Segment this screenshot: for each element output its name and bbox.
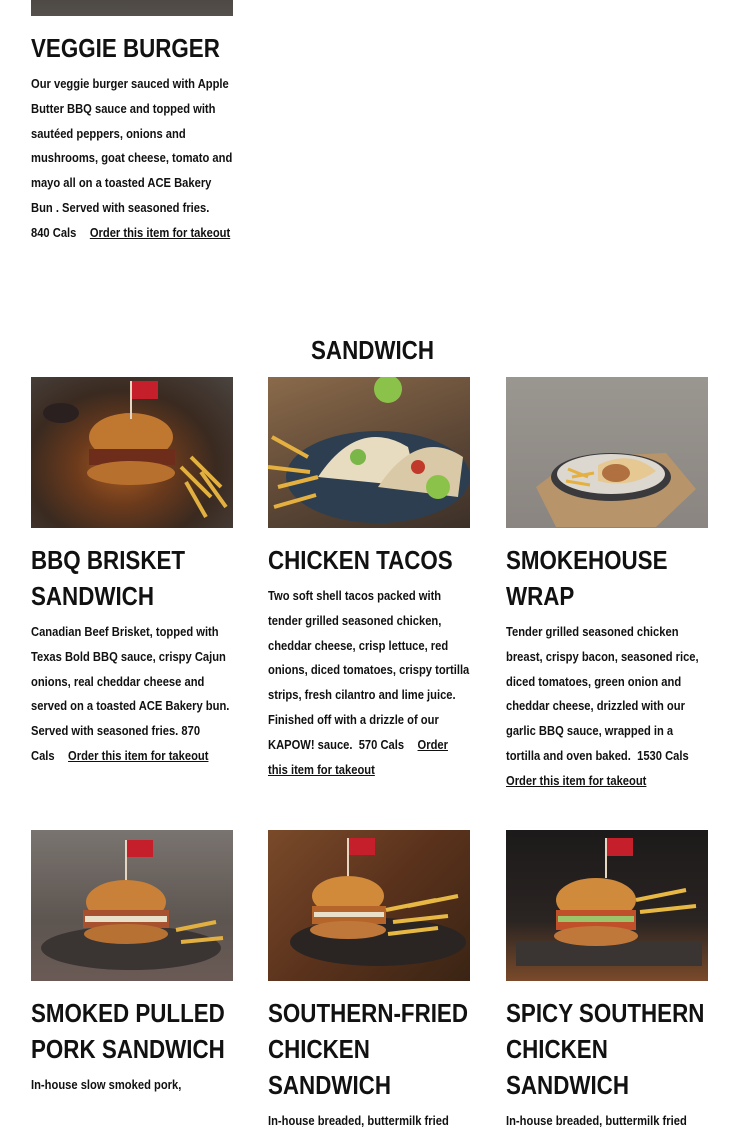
menu-item-smokehouse-wrap xyxy=(506,377,708,794)
item-title: BBQ BRISKET SANDWICH xyxy=(31,545,186,611)
spicy-southern-chicken-image[interactable] xyxy=(506,830,708,981)
chicken-tacos-illustration xyxy=(268,377,470,528)
smokehouse-wrap-illustration xyxy=(506,377,708,528)
description-text: In-house breaded, buttermilk fried xyxy=(268,1113,449,1128)
pulled-pork-illustration xyxy=(31,830,233,981)
order-takeout-link[interactable]: Order this item for takeout xyxy=(68,747,209,763)
calories: 1530 Cals xyxy=(637,747,689,763)
smokehouse-wrap-image[interactable] xyxy=(506,377,708,528)
calories: 870 Cals xyxy=(31,723,201,763)
menu-item-southern-fried-chicken xyxy=(268,830,470,1134)
menu-item-smoked-pulled-pork xyxy=(31,830,233,1098)
section-title: SANDWICH xyxy=(311,335,434,365)
menu-item-bbq-brisket xyxy=(31,377,233,769)
southern-fried-chicken-illustration xyxy=(268,830,470,981)
item-description xyxy=(268,1109,470,1134)
description-text: Our veggie burger sauced with Apple Butter BBQ sauce and topped with sautéed peppers, onions and mushrooms, goat cheese, tomato and mayo all on a toasted ACE Bakery Bun . Served with seasoned fries. xyxy=(31,76,233,215)
item-description xyxy=(506,620,708,794)
description-text: Canadian Beef Brisket, topped with Texas Bold BBQ sauce, crispy Cajun onions, real cheddar cheese and served on a toasted ACE Bakery bun. Served with seasoned fries. xyxy=(31,624,230,739)
description-text: In-house slow smoked pork, xyxy=(31,1077,182,1092)
order-takeout-link[interactable]: Order this item for takeout xyxy=(89,224,231,240)
menu-item-chicken-tacos xyxy=(268,377,470,782)
bbq-brisket-image[interactable] xyxy=(31,377,233,528)
southern-fried-chicken-image[interactable] xyxy=(268,830,470,981)
order-takeout-link[interactable]: Order this item for takeout xyxy=(506,772,647,788)
chicken-tacos-image[interactable] xyxy=(268,377,470,528)
calories: 840 Cals xyxy=(31,224,77,240)
item-title: SMOKED PULLED PORK SANDWICH xyxy=(31,998,225,1064)
item-description xyxy=(31,1073,233,1098)
description-text: Tender grilled seasoned chicken breast, crispy bacon, seasoned rice, diced tomatoes, green onion and cheddar cheese, drizzled with our garlic BBQ sauce, wrapped in a tortilla and oven baked. xyxy=(506,624,699,763)
item-title: VEGGIE BURGER xyxy=(31,33,220,63)
item-title: SPICY SOUTHERN CHICKEN SANDWICH xyxy=(506,998,705,1100)
item-title: SMOKEHOUSE WRAP xyxy=(506,545,668,611)
menu-item-spicy-southern-chicken xyxy=(506,830,708,1134)
order-takeout-link[interactable]: Order this item for takeout xyxy=(268,736,448,777)
item-description xyxy=(31,620,233,769)
spicy-southern-chicken-illustration xyxy=(506,830,708,981)
description-text: Two soft shell tacos packed with tender grilled seasoned chicken, cheddar cheese, crisp lettuce, red onions, diced tomatoes, crispy tortilla strips, fresh cilantro and lime juice. Finished off with a drizzle of our KAPOW! sauce. xyxy=(268,588,470,752)
veggie-burger-image[interactable] xyxy=(31,0,233,16)
menu-item-veggie-burger xyxy=(31,0,233,246)
item-description xyxy=(506,1109,708,1134)
smoked-pulled-pork-image[interactable] xyxy=(31,830,233,981)
calories: 570 Cals xyxy=(358,736,405,752)
item-description xyxy=(268,584,470,782)
item-description xyxy=(31,72,233,246)
description-text: In-house breaded, buttermilk fried xyxy=(506,1113,687,1128)
item-title: CHICKEN TACOS xyxy=(268,545,453,575)
bbq-brisket-illustration xyxy=(31,377,233,528)
item-title: SOUTHERN-FRIED CHICKEN SANDWICH xyxy=(268,998,469,1100)
